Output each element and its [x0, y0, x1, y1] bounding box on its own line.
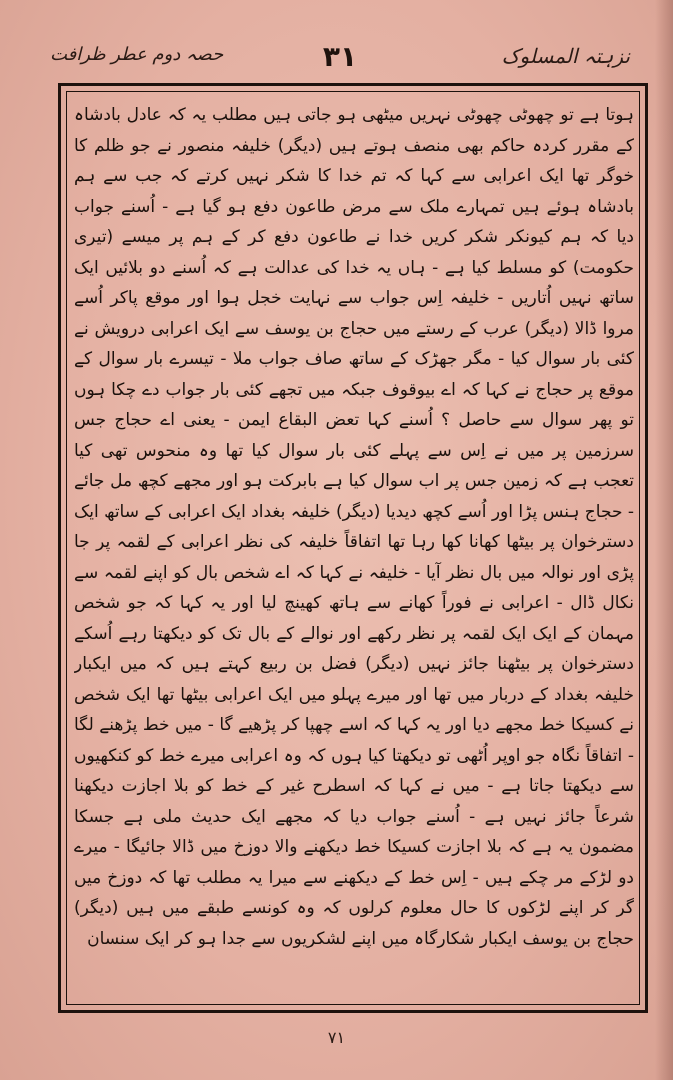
page-number: ۳۱ — [322, 40, 358, 73]
body-paragraph: ہوتا ہے تو چھوٹی چھوٹی نہریں میٹھی ہو جاتی ہیں مطلب یہ کہ عادل بادشاہ کے مقرر کردہ حاکم بھی منصف ہوتے ہیں (دیگر) خلیفہ منصور نے جو ظلم کا خوگر تھا ایک اعرابی سے کہا کہ تم خدا کا شکر نہیں کرتے کہ جب سے ہم بادشاہ ہوئے ہیں تمہارے ملک سے مرض طاعون دفع ہو گیا ہے - اُسنے جواب دیا کہ ہم کیونکر شکر کریں خدا نے طاعون دفع کر کے ہم پر میسے (تیری حکومت) کو مسلط کیا ہے - ہاں یہ خدا کی عدالت ہے کہ اُسنے دو بلائیں ایک ساتھ نہیں اُتاریں - خلیفہ اِس جواب سے نہایت خجل ہوا اور موقع پاکر اُسے مروا ڈالا (دیگر) عرب کے رستے میں حجاج بن یوسف سے ایک اعرابی درویش نے کئی بار سوال کیا - مگر جھڑک کے ساتھ صاف جواب ملا - تیسرے بار سوال کے موقع پر حجاج نے کہا کہ اے بیوقوف جبکہ میں تجھے کئی بار جواب دے چکا ہوں تو پھر سوال سے حاصل ؟ اُسنے کہا تعض البقاع ایمن - یعنی اے حجاج جس سرزمین پر میں نے اِس سے پہلے کئی بار سوال کیا تھا وہ منحوس تھی کیا تعجب ہے کہ زمین جس پر اب سوال کیا ہے بابرکت ہو اور مجھے کچھ مل جائے - حجاج ہنس پڑا اور اُسے کچھ دیدیا (دیگر) خلیفہ بغداد ایک اعرابی کے ساتھ ایک دسترخوان پر بیٹھا کھانا کھا رہا تھا اتفاقاً خلیفہ کی نظر اعرابی کے لقمہ پر جا پڑی اور نوالہ میں بال نظر آیا - خلیفہ نے کہا کہ اے شخص بال کو اپنے لقمہ سے نکال ڈال - اعرابی نے فوراً کھانے سے ہاتھ کھینچ لیا اور یہ کہا کہ جو شخص مہمان کے ایک ایک لقمہ پر نظر رکھے اور نوالے کے بال تک کو دیکھتا رہے اُسکے دسترخوان پر بیٹھنا جائز نہیں (دیگر) فضل بن ربیع کہتے ہیں کہ میں ایکبار خلیفہ بغداد کے دربار میں تھا اور میرے پہلو میں ایک اعرابی بیٹھا تھا ایک شخص نے کسیکا خط مجھے دیا اور یہ کہا کہ اسے چھپا کر پڑھیے گا - میں خط پڑھنے لگا - اتفاقاً نگاہ جو اوپر اُٹھی تو دیکھتا کیا ہوں کہ وہ اعرابی میرے خط کو کنکھیوں سے دیکھتا جاتا ہے - میں نے کہا کہ اسطرح غیر کے خط کو بلا اجازت دیکھنا شرعاً جائز نہیں ہے - اُسنے جواب دیا کہ مجھے ایک حدیث ملی ہے جسکا مضمون یہ ہے کہ بلا اجازت کسیکا خط دیکھنے والا دوزخ میں ڈالا جائیگا - میرے دو لڑکے مر چکے ہیں - اِس خط کے دیکھنے سے میرا یہ مطلب تھا کہ دوزخ میں گر کر اپنے لڑکوں کا حال معلوم کرلوں کہ وہ کونسے طبقے میں ہیں (دیگر) حجاج بن یوسف ایکبار شکارگاہ میں اپنے لشکریوں سے جدا ہو کر ایک سنسان — [74, 105, 634, 949]
section-title: حصہ دوم عطر ظرافت — [50, 44, 224, 65]
page-edge-shadow — [655, 0, 673, 1080]
book-title: نزہتہ المسلوک — [501, 44, 630, 68]
footer-signature-mark: ۷۱ — [327, 1028, 346, 1047]
page-header — [40, 40, 640, 80]
body-text-block — [74, 100, 634, 1000]
